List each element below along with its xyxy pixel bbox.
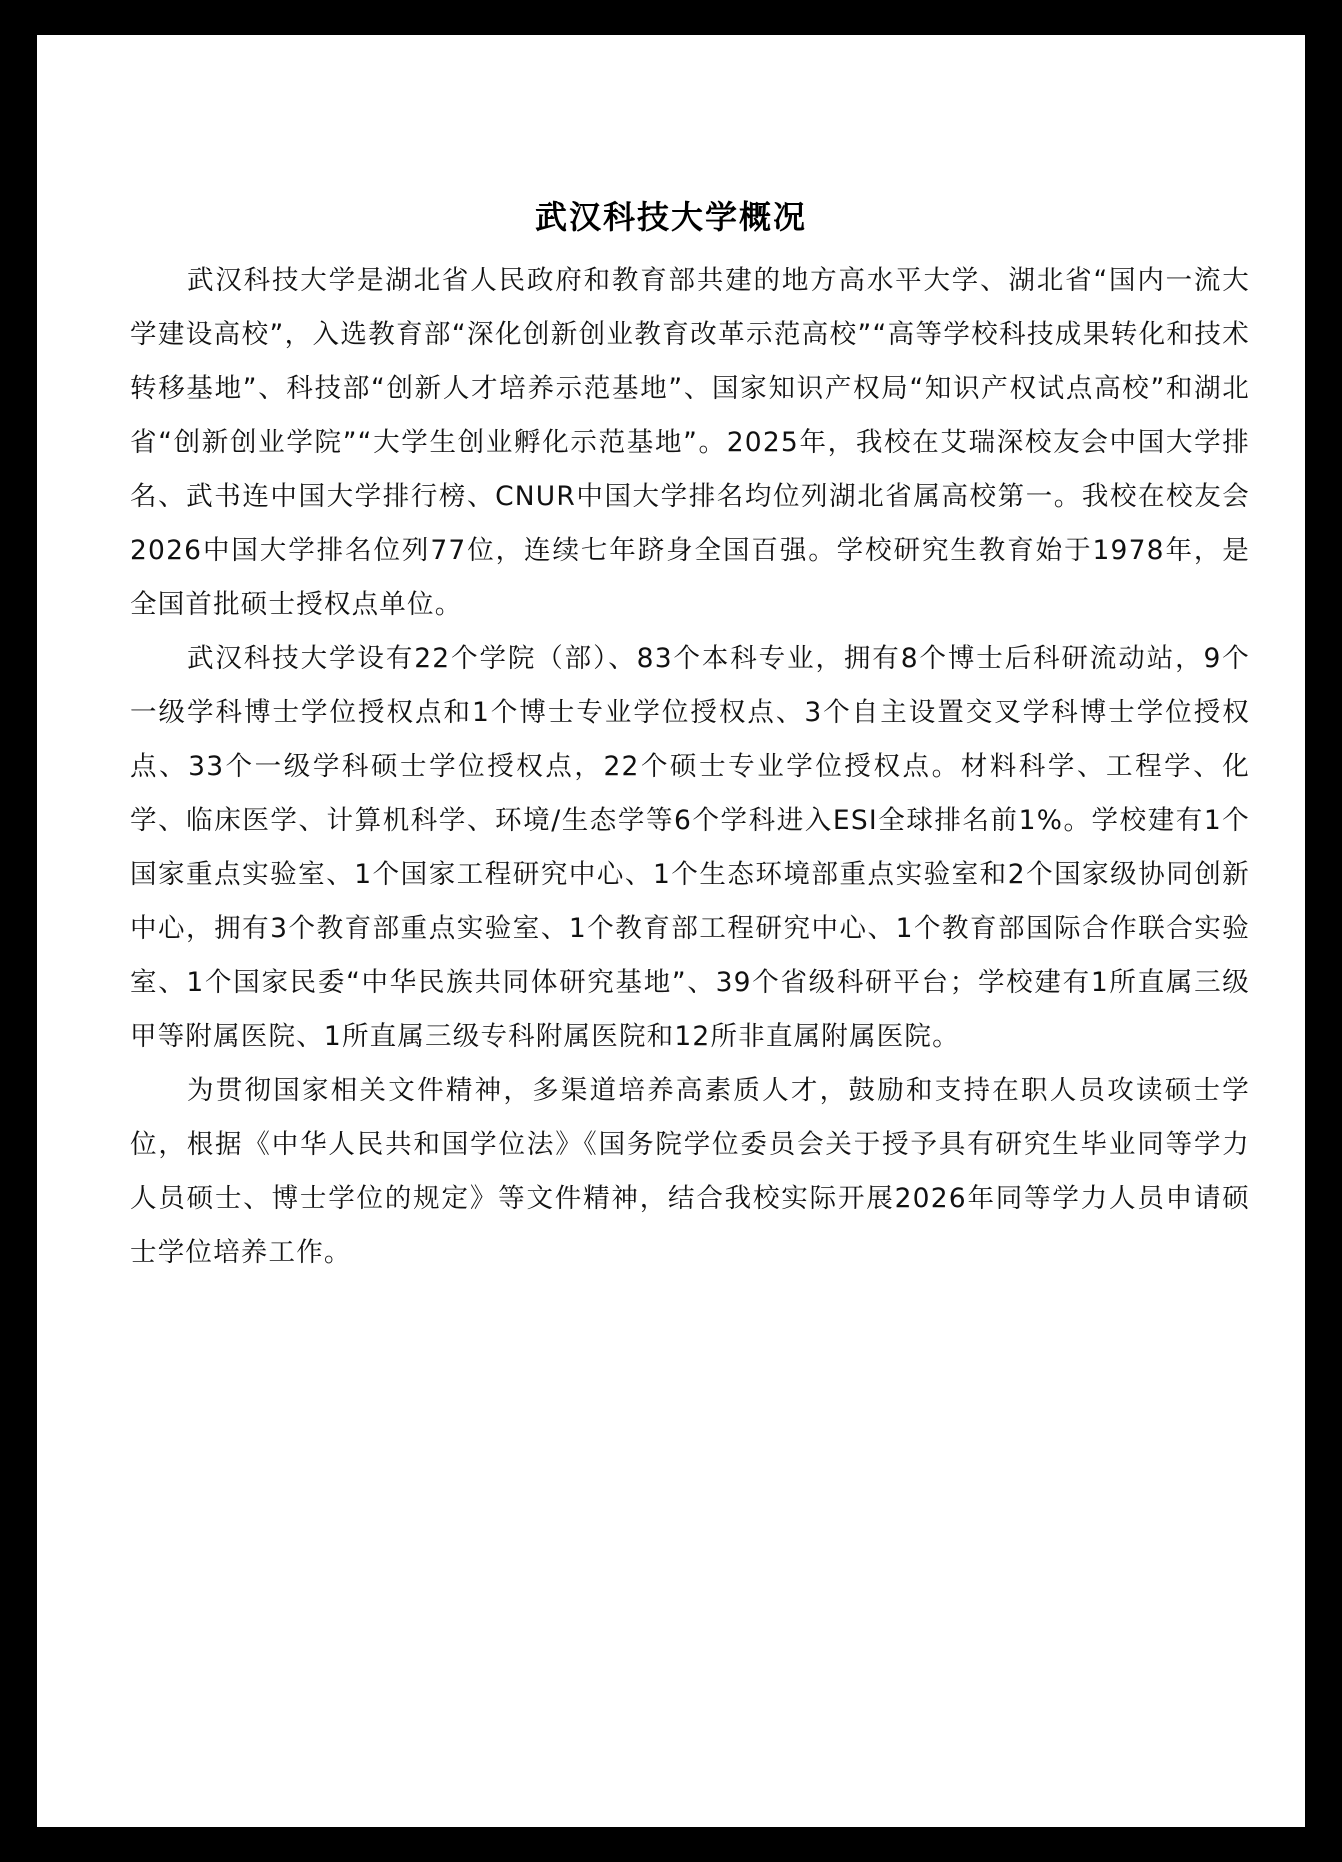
document-body <box>130 254 1250 1280</box>
document-page <box>37 35 1305 1827</box>
paragraph-overview: 武汉科技大学是湖北省人民政府和教育部共建的地方高水平大学、湖北省“国内一流大学建设高校”，入选教育部“深化创新创业教育改革示范高校”“高等学校科技成果转化和技术转移基地”、科技部“创新人才培养示范基地”、国家知识产权局“知识产权试点高校”和湖北省“创新创业学院”“大学生创业孵化示范基地”。2025年，我校在艾瑞深校友会中国大学排名、武书连中国大学排行榜、CNUR中国大学排名均位列湖北省属高校第一。我校在校友会2026中国大学排名位列77位，连续七年跻身全国百强。学校研究生教育始于1978年，是全国首批硕士授权点单位。 <box>130 265 1250 620</box>
paragraph-program-purpose: 为贯彻国家相关文件精神，多渠道培养高素质人才，鼓励和支持在职人员攻读硕士学位，根据《中华人民共和国学位法》《国务院学位委员会关于授予具有研究生毕业同等学力人员硕士、博士学位的规定》等文件精神，结合我校实际开展2026年同等学力人员申请硕士学位培养工作。 <box>130 1075 1250 1268</box>
paragraph-disciplines: 武汉科技大学设有22个学院（部）、83个本科专业，拥有8个博士后科研流动站，9个一级学科博士学位授权点和1个博士专业学位授权点、3个自主设置交叉学科博士学位授权点、33个一级学科硕士学位授权点，22个硕士专业学位授权点。材料科学、工程学、化学、临床医学、计算机科学、环境/生态学等6个学科进入ESI全球排名前1%。学校建有1个国家重点实验室、1个国家工程研究中心、1个生态环境部重点实验室和2个国家级协同创新中心，拥有3个教育部重点实验室、1个教育部工程研究中心、1个教育部国际合作联合实验室、1个国家民委“中华民族共同体研究基地”、39个省级科研平台；学校建有1所直属三级甲等附属医院、1所直属三级专科附属医院和12所非直属附属医院。 <box>130 643 1250 1052</box>
document-title: 武汉科技大学概况 <box>534 198 807 236</box>
